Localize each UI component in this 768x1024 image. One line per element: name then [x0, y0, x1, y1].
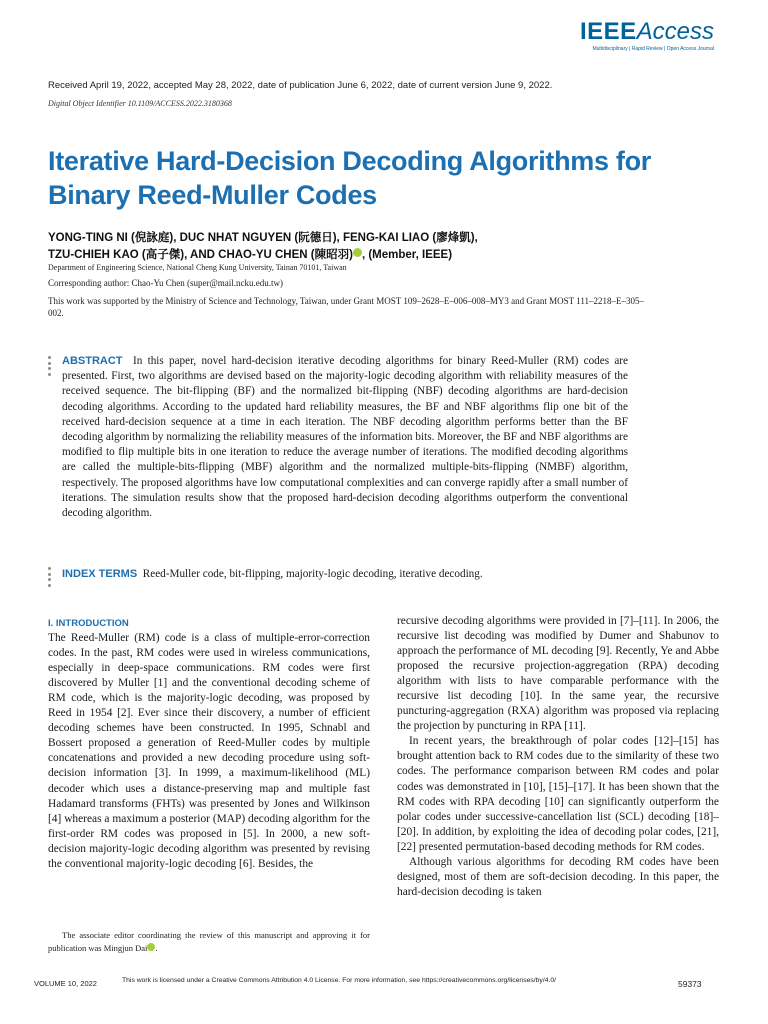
authors-line-2: TZU-CHIEH KAO (高子傑), AND CHAO-YU CHEN (陳昭羽)	[48, 249, 353, 261]
index-terms	[62, 567, 628, 582]
footnote-text: The associate editor coordinating the review of this manuscript and approving it for publication was Mingjun Dai	[48, 930, 370, 953]
right-column	[397, 614, 719, 900]
intro-paragraph-1: The Reed-Muller (RM) code is a class of multiple-error-correction codes. In the past, RM codes were used in wireless communications, especially in deep-space communications. RM codes were first discovered by Muller [1] and the conventional decoding scheme of RM code, which is the majority-logic decoding, was proposed by Reed in 1954 [2]. Ever since their discovery, a number of efficient decoding schemes have been constructed. In 1995, Schnabl and Bossert proposed a generation of Reed-Muller codes by multiple concatenations and provided a new decoding procedure using soft-decision information [3]. In 1999, a maximum-likelihood (ML) decoder which uses a distance-preserving map and multiple fast Hadamard transforms (FHTs) was presented by Jones and Wilkinson [4] whereas a maximum a posterior (MAP) decoding algorithm for the first-order RM codes was proposed in [5]. In 2000, a new soft-decision majority-logic decoding algorithm was presented by revising the conventional majority-logic decoding [6]. Besides, the	[48, 632, 370, 870]
abstract	[62, 354, 628, 521]
title-line-1: Iterative Hard-Decision Decoding Algorithms for	[48, 146, 651, 176]
logo-access: Access	[636, 18, 714, 45]
index-terms-text: Reed-Muller code, bit-flipping, majority-logic decoding, iterative decoding.	[142, 568, 483, 580]
journal-logo	[580, 18, 714, 52]
author-list	[48, 230, 708, 264]
affiliation: Department of Engineering Science, National Cheng Kung University, Tainan 70101, Taiwan	[48, 263, 347, 272]
funding-note: This work was supported by the Ministry of Science and Technology, Taiwan, under Grant MOST 109–2628–E–006–008–MY3 and Grant MOST 111–2218–E–305–002.	[48, 296, 645, 318]
intro-paragraph-3: In recent years, the breakthrough of polar codes [12]–[15] has brought attention back to RM codes due to the similarity of these two codes. The performance comparison between RM codes and polar codes was demonstrated in [10], [15]–[17]. It has been shown that the RM codes with RPA decoding [10] can significantly outperform the polar codes under successive-cancellation list (SCL) decoding [18]–[20]. In addition, by exploiting the idea of decoding polar codes, [21], [22] presented permutation-based decoding methods for RM codes.	[397, 735, 719, 853]
corresponding-author: Corresponding author: Chao-Yu Chen (super@mail.ncku.edu.tw)	[48, 278, 283, 288]
logo-tagline: Multidisciplinary | Rapid Review | Open Access Journal	[592, 46, 714, 52]
index-dots-icon	[48, 567, 52, 589]
authors-member: , (Member, IEEE)	[361, 249, 453, 261]
logo-ieee: IEEE	[579, 18, 637, 45]
paper-title	[48, 144, 688, 212]
abstract-dots-icon	[48, 356, 52, 378]
received-dates: Received April 19, 2022, accepted May 28, 2022, date of publication June 6, 2022, date of current version June 9, 2022.	[48, 80, 553, 91]
intro-paragraph-4: Although various algorithms for decoding RM codes have been designed, most of them are soft-decision decoding. In this paper, the hard-decision decoding is taken	[397, 855, 719, 898]
index-terms-label: INDEX TERMS	[62, 568, 138, 580]
page-number: 59373	[678, 979, 702, 989]
editor-footnote: The associate editor coordinating the review of this manuscript and approving it for publication was Mingjun Dai .	[48, 930, 370, 953]
orcid-icon[interactable]	[353, 248, 362, 257]
title-line-2: Binary Reed-Muller Codes	[48, 180, 377, 210]
abstract-label: ABSTRACT	[62, 355, 123, 367]
authors-line-1: YONG-TING NI (倪詠庭), DUC NHAT NGUYEN (阮德日), FENG-KAI LIAO (廖烽凱),	[48, 232, 478, 244]
abstract-text: In this paper, novel hard-decision iterative decoding algorithms for binary Reed-Muller (RM) codes are presented. First, two algorithms are devised based on the majority-logic decoding algorithm with reliability measures of the received sequence. The bit-flipping (BF) and the normalized bit-flipping (NBF) decoding algorithms are hard-decision decoding algorithms. According to the updated hard reliability measures, the BF and NBF algorithms flip one bit of the received hard-decision sequence at a time in each iteration. The NBF decoding algorithm performs better than the BF decoding algorithm by normalizing the reliability measures of the information bits. Moreover, the BF and NBF algorithms are modified to flip multiple bits in one iteration to reduce the average number of iterations. The modified decoding algorithms are called the multiple-bits-flipping (MBF) algorithm and the normalized multiple-bits-flipping (NMBF) algorithm, respectively. The proposed algorithms have low computational complexities and can converge rapidly after a small number of iterations. The simulation results show that the proposed hard-decision decoding algorithms outperform the conventional decoding algorithm.	[62, 355, 628, 520]
intro-paragraph-2: recursive decoding algorithms were provided in [7]–[11]. In 2006, the recursive list decoding was modified by Dumer and Shabunov to approach the performance of ML decoding [9]. Recently, Ye and Abbe proposed the recursive projection-aggregation (RPA) decoding algorithm with lists to have comparable performance with the recursive list decoding [10]. In the same year, the recursive puncturing-aggregation (RXA) algorithm was proposed via replacing the projection by puncturing in RPA [11].	[397, 615, 719, 733]
section-heading: I. INTRODUCTION	[48, 618, 129, 629]
footer-license[interactable]: This work is licensed under a Creative Commons Attribution 4.0 License. For more information, see https://creativecommons.org/licenses/by/4.0/	[122, 977, 557, 984]
left-column	[48, 616, 370, 872]
footer-volume: VOLUME 10, 2022	[34, 979, 97, 988]
orcid-icon[interactable]	[147, 943, 155, 951]
doi: Digital Object Identifier 10.1109/ACCESS.2022.3180368	[48, 99, 232, 108]
